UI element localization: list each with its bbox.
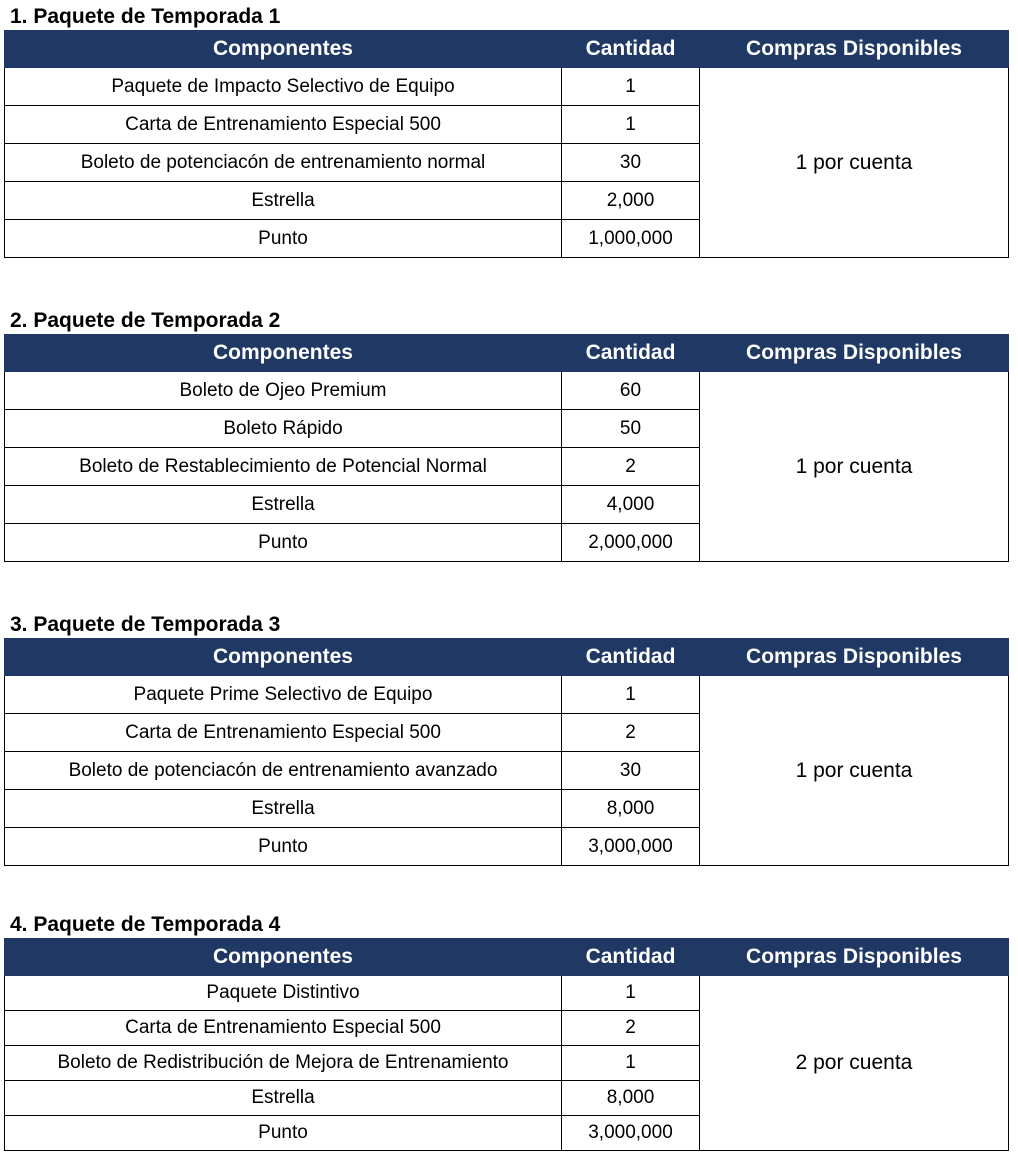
table-header-row xyxy=(5,939,1009,976)
header-purchase-limit: Compras Disponibles xyxy=(700,939,1009,976)
table-header-row xyxy=(5,31,1009,68)
package-section-1 xyxy=(4,4,1008,258)
item-name: Boleto de Ojeo Premium xyxy=(5,372,562,410)
header-quantity: Cantidad xyxy=(562,939,700,976)
item-name: Punto xyxy=(5,1116,562,1151)
header-components: Componentes xyxy=(5,639,562,676)
item-quantity: 30 xyxy=(562,144,700,182)
item-name: Punto xyxy=(5,828,562,866)
item-quantity: 2 xyxy=(562,714,700,752)
table-header-row xyxy=(5,335,1009,372)
item-quantity: 1 xyxy=(562,1046,700,1081)
header-quantity: Cantidad xyxy=(562,31,700,68)
package-table xyxy=(4,938,1009,1151)
section-title: 2. Paquete de Temporada 2 xyxy=(10,309,281,332)
item-name: Estrella xyxy=(5,182,562,220)
item-quantity: 30 xyxy=(562,752,700,790)
item-quantity: 2,000,000 xyxy=(562,524,700,562)
purchase-limit: 1 por cuenta xyxy=(700,676,1009,866)
header-purchase-limit: Compras Disponibles xyxy=(700,335,1009,372)
item-quantity: 2 xyxy=(562,1011,700,1046)
item-quantity: 50 xyxy=(562,410,700,448)
table-row xyxy=(5,676,1009,714)
item-name: Boleto de potenciacón de entrenamiento avanzado xyxy=(5,752,562,790)
package-section-4 xyxy=(4,912,1008,1151)
item-quantity: 1 xyxy=(562,976,700,1011)
header-quantity: Cantidad xyxy=(562,639,700,676)
item-name: Carta de Entrenamiento Especial 500 xyxy=(5,106,562,144)
header-purchase-limit: Compras Disponibles xyxy=(700,639,1009,676)
header-components: Componentes xyxy=(5,31,562,68)
header-components: Componentes xyxy=(5,939,562,976)
item-name: Boleto de Restablecimiento de Potencial Normal xyxy=(5,448,562,486)
item-quantity: 60 xyxy=(562,372,700,410)
purchase-limit: 2 por cuenta xyxy=(700,976,1009,1151)
item-quantity: 8,000 xyxy=(562,790,700,828)
table-header-row xyxy=(5,639,1009,676)
item-quantity: 3,000,000 xyxy=(562,828,700,866)
item-name: Paquete de Impacto Selectivo de Equipo xyxy=(5,68,562,106)
item-name: Punto xyxy=(5,220,562,258)
item-quantity: 2 xyxy=(562,448,700,486)
package-table xyxy=(4,30,1009,258)
purchase-limit: 1 por cuenta xyxy=(700,372,1009,562)
item-quantity: 3,000,000 xyxy=(562,1116,700,1151)
item-quantity: 4,000 xyxy=(562,486,700,524)
item-name: Paquete Prime Selectivo de Equipo xyxy=(5,676,562,714)
table-row xyxy=(5,372,1009,410)
item-name: Paquete Distintivo xyxy=(5,976,562,1011)
item-name: Boleto de potenciacón de entrenamiento normal xyxy=(5,144,562,182)
section-title: 3. Paquete de Temporada 3 xyxy=(10,613,281,636)
item-quantity: 1 xyxy=(562,106,700,144)
item-name: Estrella xyxy=(5,1081,562,1116)
item-name: Boleto Rápido xyxy=(5,410,562,448)
item-name: Punto xyxy=(5,524,562,562)
purchase-limit: 1 por cuenta xyxy=(700,68,1009,258)
item-name: Carta de Entrenamiento Especial 500 xyxy=(5,714,562,752)
item-name: Estrella xyxy=(5,486,562,524)
header-components: Componentes xyxy=(5,335,562,372)
section-title: 1. Paquete de Temporada 1 xyxy=(10,5,281,28)
item-name: Boleto de Redistribución de Mejora de Entrenamiento xyxy=(5,1046,562,1081)
item-quantity: 1,000,000 xyxy=(562,220,700,258)
item-quantity: 2,000 xyxy=(562,182,700,220)
table-row xyxy=(5,68,1009,106)
package-table xyxy=(4,334,1009,562)
section-title: 4. Paquete de Temporada 4 xyxy=(10,913,281,936)
item-name: Estrella xyxy=(5,790,562,828)
package-section-2 xyxy=(4,308,1008,562)
item-name: Carta de Entrenamiento Especial 500 xyxy=(5,1011,562,1046)
item-quantity: 8,000 xyxy=(562,1081,700,1116)
header-purchase-limit: Compras Disponibles xyxy=(700,31,1009,68)
item-quantity: 1 xyxy=(562,676,700,714)
package-section-3 xyxy=(4,612,1008,866)
package-table xyxy=(4,638,1009,866)
item-quantity: 1 xyxy=(562,68,700,106)
table-row xyxy=(5,976,1009,1011)
header-quantity: Cantidad xyxy=(562,335,700,372)
